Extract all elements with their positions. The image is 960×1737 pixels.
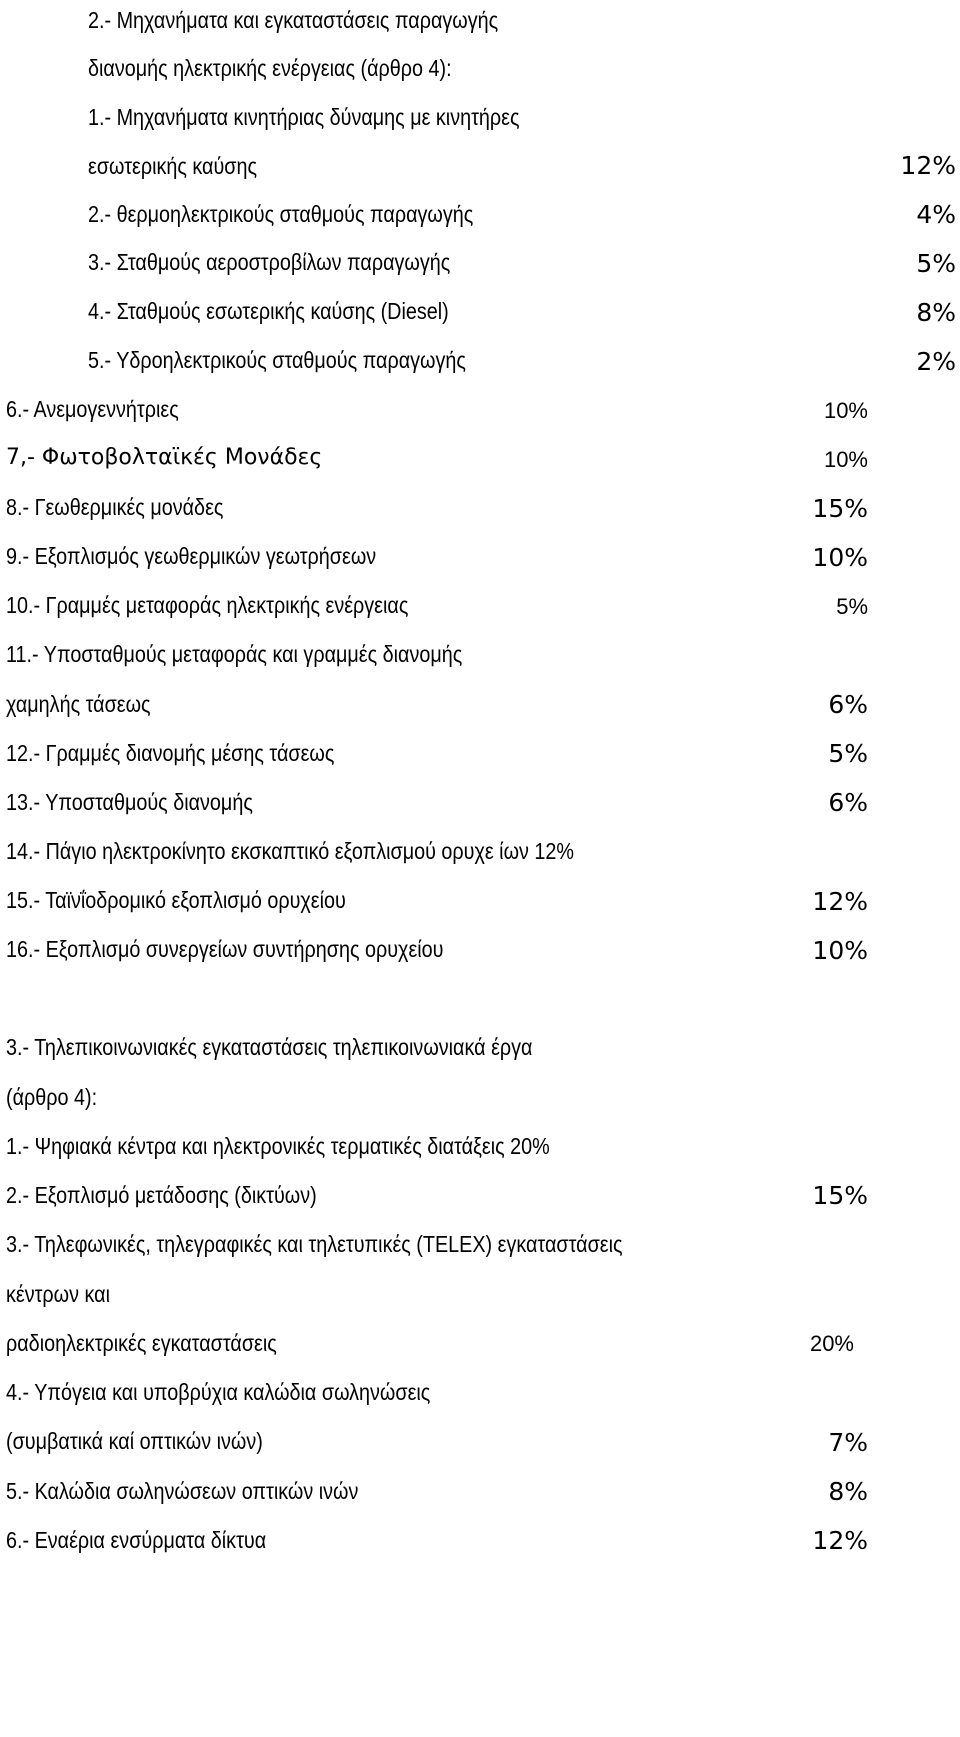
list-item-rate: 15% xyxy=(812,494,868,523)
list-item-label: 7,- Φωτοβολταϊκές Μονάδες xyxy=(6,445,323,470)
list-item-label: 9.- Εξοπλισμός γεωθερμικών γεωτρήσεων xyxy=(6,543,377,569)
list-item-label: 2.- Εξοπλισμό μετάδοσης (δικτύων) xyxy=(6,1182,317,1208)
list-item-label: 4.- Υπόγεια και υποβρύχια καλώδια σωληνώσεις xyxy=(6,1379,431,1405)
list-item-rate: 6% xyxy=(828,788,868,817)
list-item-label: 12.- Γραμμές διανομής μέσης τάσεως xyxy=(6,740,335,766)
list-item-label: 3.- Σταθμούς αεροστροβίλων παραγωγής xyxy=(88,249,451,275)
list-item-label-cont: χαμηλής τάσεως xyxy=(6,691,151,717)
list-item-label: 1.- Μηχανήματα κινητήριας δύναμης με κινητήρες xyxy=(88,104,520,130)
list-item-rate: 8% xyxy=(916,298,956,327)
list-item-rate: 20% xyxy=(809,1331,854,1356)
list-item-label: 4.- Σταθμούς εσωτερικής καύσης (Diesel) xyxy=(88,298,449,324)
list-item-label: 15.- Ταϊνΐοδρομικό εξοπλισμό ορυχείου xyxy=(6,887,346,913)
list-item-rate: 5% xyxy=(916,249,956,278)
list-item-label-cont: (συμβατικά καί οπτικών ινών) xyxy=(6,1428,263,1454)
list-item-rate: 10% xyxy=(823,447,868,472)
list-item-rate: 2% xyxy=(916,347,956,376)
list-item-label: 8.- Γεωθερμικές μονάδες xyxy=(6,494,224,520)
section-3-heading: 3.- Τηλεπικοινωνιακές εγκαταστάσεις τηλεπικοινωνιακά έργα xyxy=(6,1034,533,1060)
list-item-label: 16.- Εξοπλισμό συνεργείων συντήρησης ορυχείου xyxy=(6,936,444,962)
list-item-label: 1.- Ψηφιακά κέντρα και ηλεκτρονικές τερματικές διατάξεις 20% xyxy=(6,1133,550,1159)
list-item-label: 5.- Καλώδια σωληνώσεων οπτικών ινών xyxy=(6,1478,359,1504)
list-item-label: 3.- Τηλεφωνικές, τηλεγραφικές και τηλετυπικές (ΤELEX) εγκαταστάσεις xyxy=(6,1231,623,1257)
list-item-label-cont: κέντρων και xyxy=(6,1281,110,1307)
list-item-rate: 8% xyxy=(828,1477,868,1506)
list-item-label: 2.- θερμοηλεκτρικούς σταθμούς παραγωγής xyxy=(88,201,474,227)
list-item-label: 14.- Πάγιο ηλεκτροκίνητο εκσκαπτικό εξοπλισμού ορυχε ίων 12% xyxy=(6,838,575,864)
list-item-rate: 12% xyxy=(812,887,868,916)
list-item-rate: 12% xyxy=(812,1526,868,1555)
list-item-label: 6.- Εναέρια ενσύρματα δίκτυα xyxy=(6,1527,267,1553)
section-3-heading-cont: (άρθρο 4): xyxy=(6,1084,98,1110)
list-item-rate: 5% xyxy=(828,739,868,768)
list-item-label: 5.- Υδροηλεκτρικούς σταθμούς παραγωγής xyxy=(88,347,466,373)
list-item-label-cont: εσωτερικής καύσης xyxy=(88,153,258,179)
list-item-label-cont: ραδιοηλεκτρικές εγκαταστάσεις xyxy=(6,1330,277,1356)
list-item-rate: 7% xyxy=(828,1428,868,1457)
list-item-rate: 12% xyxy=(900,151,956,180)
section-2-heading: 2.- Μηχανήματα και εγκαταστάσεις παραγωγής xyxy=(88,7,499,33)
list-item-rate: 10% xyxy=(812,936,868,965)
list-item-label: 10.- Γραμμές μεταφοράς ηλεκτρικής ενέργειας xyxy=(6,592,409,618)
list-item-rate: 6% xyxy=(828,690,868,719)
list-item-label: 11.- Υποσταθμούς μεταφοράς και γραμμές διανομής xyxy=(6,641,463,667)
list-item-rate: 4% xyxy=(916,200,956,229)
list-item-rate: 10% xyxy=(812,543,868,572)
section-2-heading-cont: διανομής ηλεκτρικής ενέργειας (άρθρο 4): xyxy=(88,55,452,81)
list-item-label: 13.- Υποσταθμούς διανομής xyxy=(6,789,253,815)
list-item-rate: 15% xyxy=(812,1181,868,1210)
list-item-label: 6.- Ανεμογεννήτριες xyxy=(6,396,179,422)
list-item-rate: 5% xyxy=(836,594,868,619)
list-item-rate: 10% xyxy=(823,398,868,423)
